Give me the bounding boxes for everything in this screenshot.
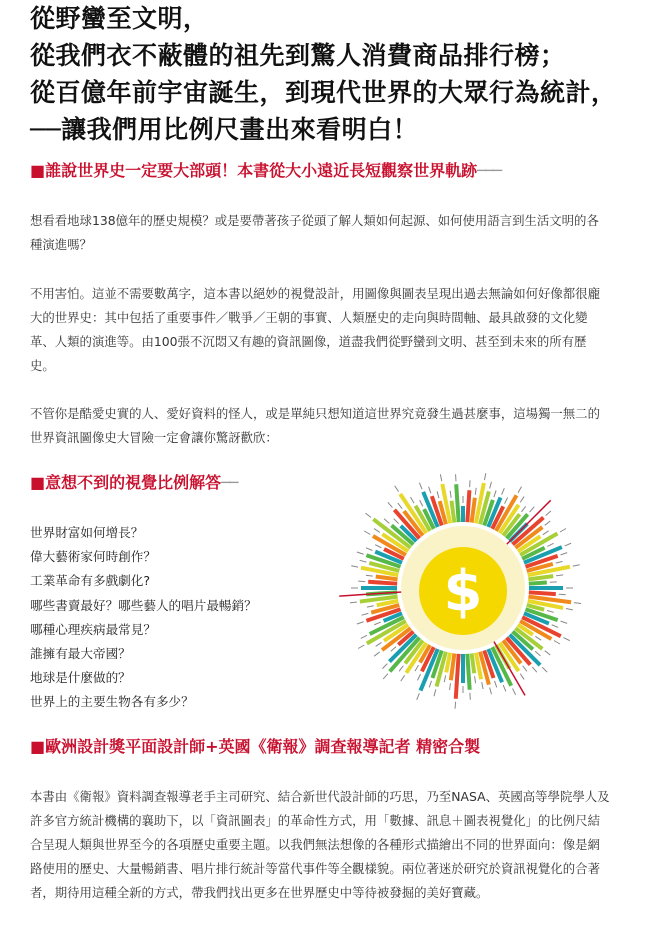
radial-label-tick <box>376 642 382 646</box>
section-heading-authors <box>30 736 480 758</box>
radial-bar <box>472 653 475 673</box>
radial-label-tick <box>546 511 551 516</box>
radial-label-tick <box>556 575 563 576</box>
question-item: 哪些書賣最好？哪些藝人的唱片最暢銷？ <box>30 597 257 613</box>
radial-label-tick <box>361 635 367 638</box>
radial-label-tick <box>351 566 358 567</box>
radial-label-tick <box>415 665 419 671</box>
square-bullet-icon: ■ <box>30 473 46 492</box>
radial-label-tick <box>366 548 372 551</box>
radial-label-tick <box>444 675 445 682</box>
radial-label-tick <box>566 608 573 609</box>
radial-label-tick <box>450 683 451 690</box>
radial-label-tick <box>360 560 367 562</box>
headline-line: 從我們衣不蔽體的祖先到驚人消費商品排行榜； <box>30 41 566 70</box>
radial-label-tick <box>494 490 496 497</box>
radial-label-tick <box>475 676 476 683</box>
radial-label-tick <box>547 543 553 546</box>
radial-label-tick <box>495 681 497 688</box>
radial-label-tick <box>532 667 537 672</box>
radial-label-tick <box>475 488 476 495</box>
radial-label-tick <box>542 667 547 672</box>
radial-label-tick <box>490 482 492 489</box>
radial-label-tick <box>535 651 540 656</box>
radial-label-tick <box>513 688 516 694</box>
radial-label-tick <box>391 647 396 652</box>
radial-bar <box>472 498 475 523</box>
radial-bar <box>456 654 459 699</box>
radial-label-tick <box>357 552 364 554</box>
radial-bar <box>368 582 397 584</box>
radial-label-tick <box>374 529 380 533</box>
dollar-sign-icon: $ <box>443 559 483 624</box>
intro-paragraph: 不用害怕。這並不需要數萬字，這本書以絕妙的視覺設計，用圖像與圖表呈現出過去無論如何好像都很龐大的世界史：其中包括了重要事件／戰爭／王朝的事實、人類歷史的走向與時間軸、最具啟發的文化變革、人類的演進等。由100張不沉悶又有趣的資訊圖像，道盡我們從野蠻到文明、甚至到未來的所有歷史。 <box>30 286 600 373</box>
radial-label-tick <box>482 682 483 689</box>
headline-line: 從百億年前宇宙誕生，到現代世界的大眾行為統計， <box>30 78 617 107</box>
radial-label-tick <box>502 488 505 494</box>
radial-label-tick <box>411 497 415 503</box>
section-heading-text: 誰說世界史一定要大部頭！本書從大小遠近長短觀察世界軌跡 <box>45 161 478 180</box>
radial-label-tick <box>574 603 581 604</box>
radial-label-tick <box>518 487 522 493</box>
radial-label-tick <box>450 491 451 498</box>
radial-wealth-infographic <box>318 458 610 718</box>
radial-label-tick <box>374 622 380 625</box>
radial-label-tick <box>543 531 549 535</box>
question-item: 誰擁有最大帝國？ <box>30 646 131 662</box>
radial-label-tick <box>417 674 420 680</box>
radial-label-tick <box>394 519 399 524</box>
radial-label-tick <box>565 543 571 546</box>
radial-label-tick <box>366 575 373 576</box>
question-item: 地球是什麼做的？ <box>30 670 131 686</box>
radial-label-tick <box>362 613 369 615</box>
section-heading-text: 意想不到的視覺比例解答 <box>45 473 222 492</box>
question-item: 世界財富如何增長？ <box>30 525 144 540</box>
radial-label-tick <box>545 521 551 525</box>
radial-label-tick <box>523 666 527 672</box>
radial-label-tick <box>520 497 524 503</box>
radial-label-tick <box>560 529 566 533</box>
radial-label-tick <box>556 561 563 563</box>
radial-label-tick <box>419 483 422 489</box>
radial-label-tick <box>545 651 551 655</box>
heading-rule: ── <box>221 473 237 492</box>
radial-label-tick <box>554 641 560 645</box>
radial-label-tick <box>484 473 485 480</box>
authors-paragraph: 本書由《衛報》資料調查報導老手主司研究、結合新世代設計師的巧思，乃至NASA、英國高等學院學人及許多官方統計機構的襄助下，以「資訊圖表」的革命性方式，用「數據、訊息＋圖表視覺化」的比例尺結合呈現人類與世界至今的各項歷史重要主題。以我們無法想像的各種形式描繪出不同的世界面向：像是網路使用的歷史、大量暢銷書、唱片排行統計等當代事件等全觀樣貌。兩位著迷於研究於資訊視覺化的合著者，期待用這種全新的方式，帶我們找出更多在世界歷史中等待被發掘的美好寶藏。 <box>30 789 610 900</box>
radial-label-tick <box>440 474 441 481</box>
radial-label-tick <box>429 487 431 494</box>
radial-label-tick <box>350 602 357 603</box>
radial-label-tick <box>434 689 436 696</box>
section-heading-world-history <box>30 160 500 182</box>
radial-label-tick <box>573 565 580 566</box>
radial-label-tick <box>367 606 374 607</box>
radial-label-tick <box>561 553 568 555</box>
headline-line: 從野蠻至文明， <box>30 4 209 33</box>
radial-label-tick <box>535 636 541 640</box>
headline <box>30 0 640 148</box>
radial-label-tick <box>490 687 492 694</box>
radial-label-tick <box>382 664 387 669</box>
radial-label-tick <box>383 674 388 679</box>
radial-label-tick <box>401 675 405 681</box>
question-item: 工業革命有多戲劇化? <box>30 573 151 589</box>
intro-paragraph: 不管你是酷愛史實的人、愛好資料的怪人，或是單純只想知道這世界究竟發生過甚麼事，這場獨一無二的世界資訊圖像史大冒險一定會讓你驚訝歡欣： <box>30 406 600 445</box>
radial-label-tick <box>552 625 558 628</box>
intro-paragraph: 想看看地球138億年的歷史規模？或是要帶著孩子從頭了解人類如何起源、如何使用語言到生活文明的各種演進嗎？ <box>30 213 599 252</box>
square-bullet-icon: ■ <box>30 737 46 756</box>
section-heading-text: 歐洲設計獎平面設計師+英國《衛報》調查報導記者 精密合製 <box>45 737 481 756</box>
question-item: 世界上的主要生物各有多少？ <box>30 694 194 710</box>
radial-label-tick <box>561 621 568 623</box>
radial-label-tick <box>384 519 389 524</box>
radial-label-tick <box>417 693 420 699</box>
radial-label-tick <box>358 645 364 649</box>
radial-bar <box>467 654 469 690</box>
radial-label-tick <box>398 503 402 509</box>
question-item: 哪種心理疾病最常見？ <box>30 621 156 637</box>
radial-label-tick <box>365 513 371 517</box>
radial-label-tick <box>437 491 439 498</box>
radial-label-tick <box>364 531 370 535</box>
question-list <box>30 521 310 715</box>
radial-bar <box>529 583 547 584</box>
radial-label-tick <box>503 685 506 691</box>
radial-label-tick <box>563 638 569 641</box>
radial-label-tick <box>388 502 393 507</box>
radial-label-tick <box>429 681 431 688</box>
section-heading-visual-scale <box>30 472 236 494</box>
heading-rule: ─── <box>477 161 501 180</box>
radial-label-tick <box>399 666 403 672</box>
radial-label-tick <box>547 611 554 613</box>
radial-bar <box>529 592 556 594</box>
radial-bar <box>376 577 398 580</box>
radial-bar <box>452 501 455 523</box>
radial-label-tick <box>395 486 399 492</box>
square-bullet-icon: ■ <box>30 161 46 180</box>
radial-label-tick <box>521 506 525 512</box>
radial-label-tick <box>505 497 508 503</box>
question-item: 偉大藝術家何時創作？ <box>30 549 156 565</box>
radial-bar <box>456 484 458 522</box>
radial-label-tick <box>375 545 381 548</box>
radial-bar <box>451 653 455 680</box>
radial-label-tick <box>530 507 535 512</box>
radial-label-tick <box>520 674 524 680</box>
radial-bar <box>528 576 553 579</box>
radial-label-tick <box>374 652 380 656</box>
radial-bar <box>467 490 469 522</box>
headline-line: ──讓我們用比例尺畫出來看明白！ <box>30 115 419 144</box>
radial-label-tick <box>420 500 423 506</box>
radial-label-tick <box>357 622 364 624</box>
